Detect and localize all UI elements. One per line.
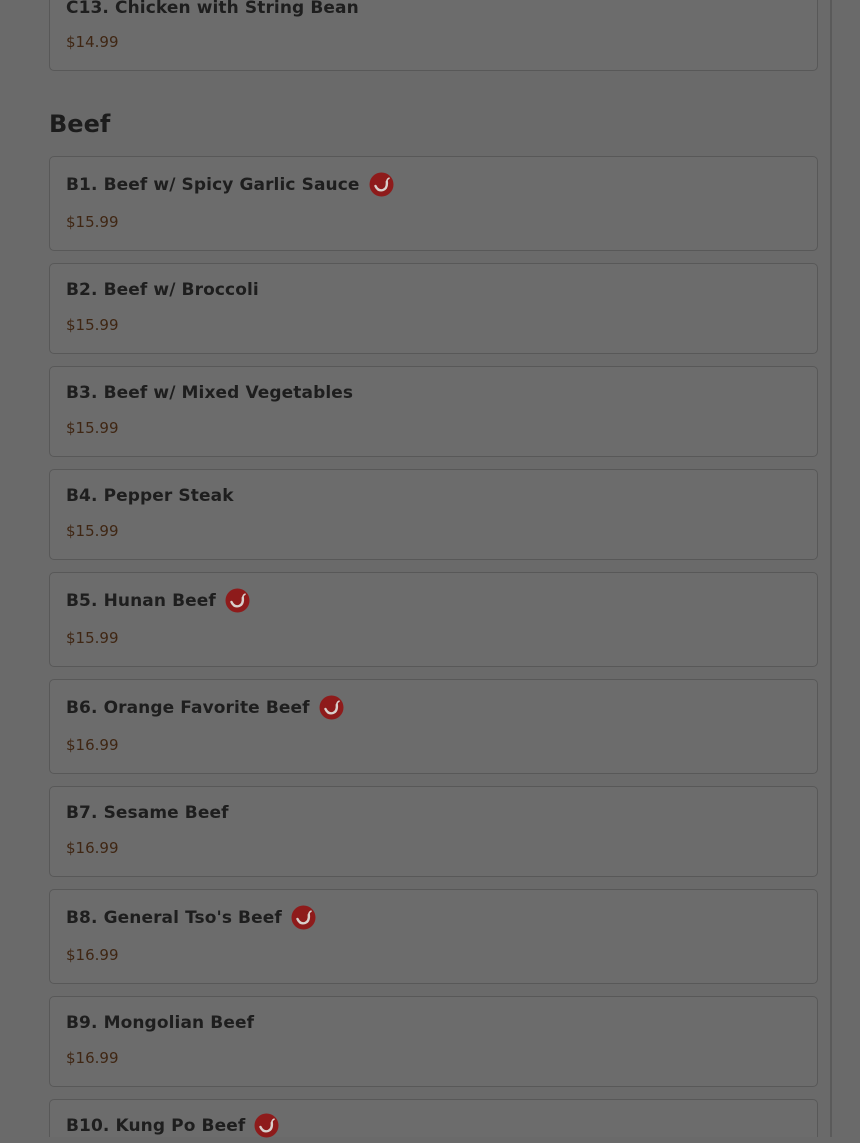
menu-item-name: B2. Beef w/ Broccoli <box>66 280 259 300</box>
menu-item-card[interactable] <box>49 889 818 984</box>
menu-item-name: C13. Chicken with String Bean <box>66 0 359 18</box>
menu-item-card[interactable] <box>49 572 818 667</box>
menu-item-title <box>66 905 316 930</box>
page-edge-divider <box>830 0 832 1137</box>
menu-item-title <box>66 803 229 823</box>
menu-item-card[interactable] <box>49 1099 818 1137</box>
menu-item-card[interactable] <box>49 996 818 1087</box>
menu-item-name: B5. Hunan Beef <box>66 590 216 611</box>
menu-item-name: B9. Mongolian Beef <box>66 1013 255 1033</box>
menu-item-title <box>66 172 394 197</box>
menu-item-title <box>66 695 344 720</box>
menu-item-name: B6. Orange Favorite Beef <box>66 697 310 718</box>
menu-item-title <box>66 588 250 613</box>
menu-item-card[interactable] <box>49 0 818 71</box>
menu-item-name: B8. General Tso's Beef <box>66 907 282 928</box>
menu-item-price: $16.99 <box>66 946 119 964</box>
menu-item-price: $15.99 <box>66 316 119 334</box>
menu-item-price: $15.99 <box>66 419 119 437</box>
menu-item-title <box>66 1113 279 1138</box>
menu-item-price: $16.99 <box>66 1049 119 1067</box>
menu-item-card[interactable] <box>49 156 818 251</box>
menu-item-card[interactable] <box>49 263 818 354</box>
menu-item-title <box>66 383 353 403</box>
menu-item-card[interactable] <box>49 366 818 457</box>
menu-item-name: B4. Pepper Steak <box>66 486 234 506</box>
menu-item-price: $16.99 <box>66 736 119 754</box>
menu-item-name: B3. Beef w/ Mixed Vegetables <box>66 383 354 403</box>
menu-item-card[interactable] <box>49 679 818 774</box>
menu-item-price: $15.99 <box>66 213 119 231</box>
section-heading: Beef <box>49 110 111 138</box>
menu-item-title <box>66 486 234 506</box>
chili-pepper-icon <box>291 905 316 930</box>
menu-item-price: $16.99 <box>66 839 119 857</box>
menu-item-price: $15.99 <box>66 522 119 540</box>
menu-item-card[interactable] <box>49 469 818 560</box>
menu-item-title <box>66 0 359 18</box>
chili-pepper-icon <box>369 172 394 197</box>
chili-pepper-icon <box>254 1113 279 1138</box>
menu-item-price: $15.99 <box>66 629 119 647</box>
menu-item-title <box>66 280 259 300</box>
menu-item-name: B1. Beef w/ Spicy Garlic Sauce <box>66 174 360 195</box>
menu-item-title <box>66 1013 254 1033</box>
menu-item-name: B7. Sesame Beef <box>66 803 229 823</box>
chili-pepper-icon <box>319 695 344 720</box>
menu-item-card[interactable] <box>49 786 818 877</box>
chili-pepper-icon <box>225 588 250 613</box>
menu-item-name: B10. Kung Po Beef <box>66 1115 246 1136</box>
menu-item-price: $14.99 <box>66 33 119 51</box>
